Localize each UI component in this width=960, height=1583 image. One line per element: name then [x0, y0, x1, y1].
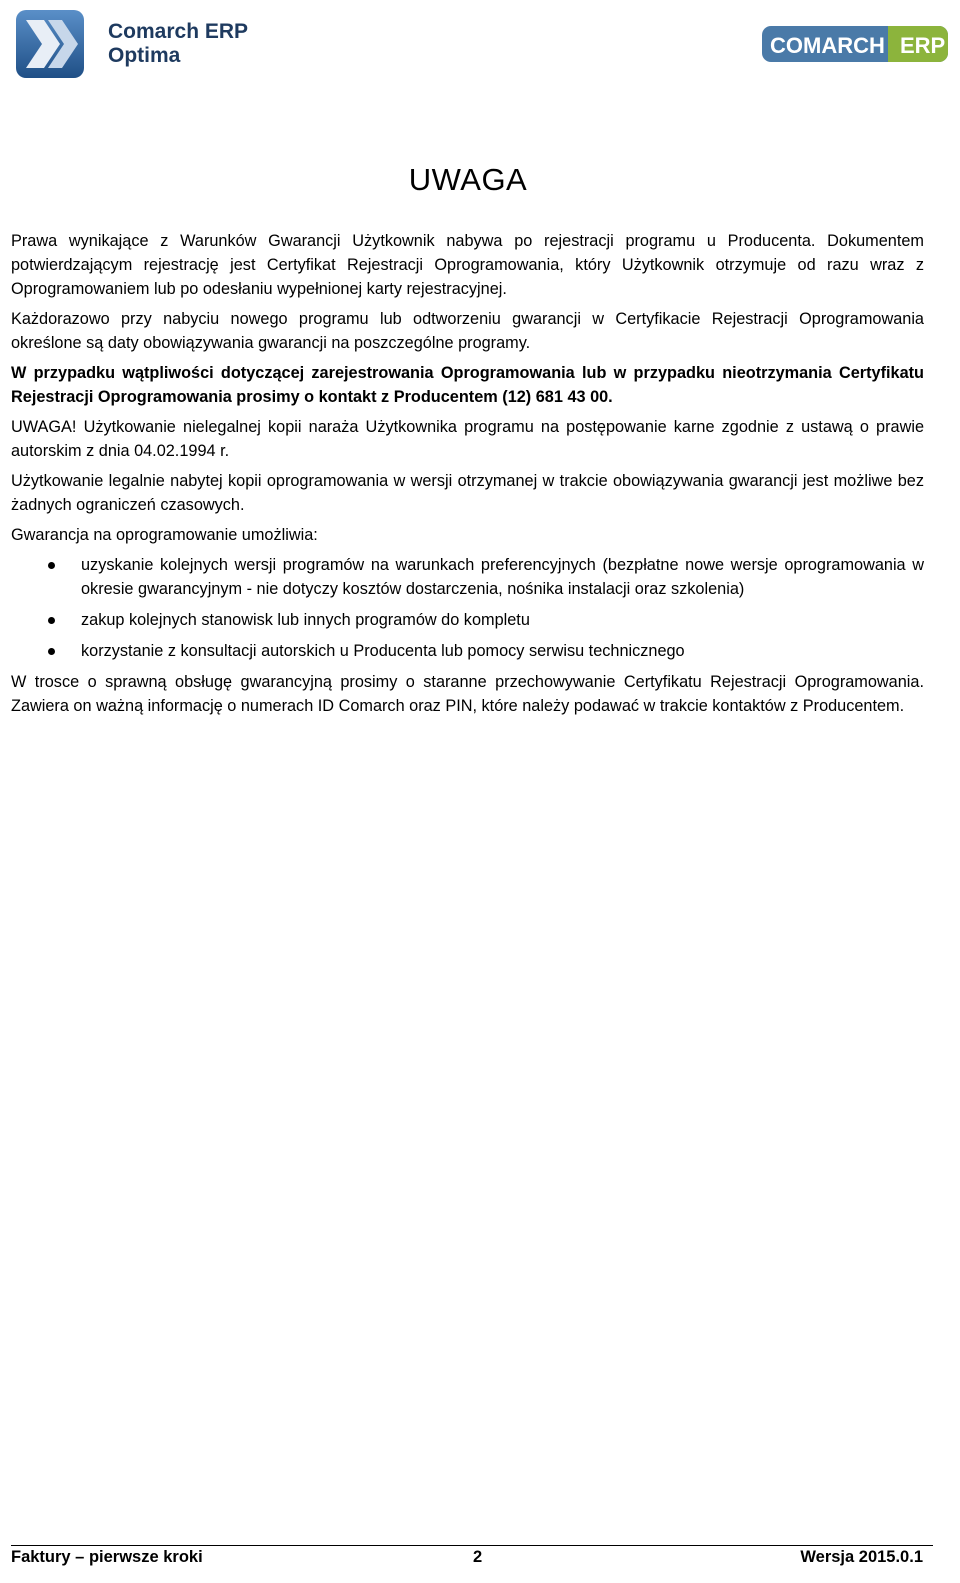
paragraph-registration: Prawa wynikające z Warunków Gwarancji Użytkownik nabywa po rejestracji programu u Producenta. Dokumentem potwierdzającym rejestrację jest Certyfikat Rejestracji Oprogramowania, który Użytkownik otrzymuje od razu wraz z Oprogramowaniem lub po odesłaniu wypełnionej karty rejestracyjnej. — [11, 232, 924, 298]
bullet-icon — [48, 617, 55, 624]
paragraph-closing: W trosce o sprawną obsługę gwarancyjną prosimy o staranne przechowywanie Certyfikatu Rejestracji Oprogramowania. Zawiera on ważną informację o numerach ID Comarch oraz PIN, które należy podawać w trakcie kontaktów z Producentem. — [11, 673, 924, 715]
list-item — [11, 639, 924, 663]
list-item — [11, 608, 924, 632]
page-footer — [11, 1546, 923, 1570]
paragraph-warning: UWAGA! Użytkowanie nielegalnej kopii naraża Użytkownika programu na postępowanie karne zgodnie z ustawą o prawie autorskim z dnia 04.02.1994 r. — [11, 418, 924, 460]
logo-text-line1: Comarch ERP — [108, 20, 249, 43]
paragraph-warranty-intro: Gwarancja na oprogramowanie umożliwia: — [11, 526, 318, 544]
document-body — [11, 229, 924, 724]
paragraph-warranty-dates: Każdorazowo przy nabyciu nowego programu lub odtworzeniu gwarancji w Certyfikacie Rejestracji Oprogramowania określone są daty obowiązywania gwarancji na poszczególne programy. — [11, 310, 924, 352]
page-title: UWAGA — [408, 162, 528, 197]
footer-document-title: Faktury – pierwsze kroki — [11, 1548, 203, 1566]
paragraph-legal-use: Użytkowanie legalnie nabytej kopii oprogramowania w wersji otrzymanej w trakcie obowiązywania gwarancji jest możliwe bez żadnych ograniczeń czasowych. — [11, 472, 924, 514]
list-item-text: uzyskanie kolejnych wersji programów na warunkach preferencyjnych (bezpłatne nowe wersje oprogramowania w okresie gwarancyjnym - nie dotyczy kosztów dostarczenia, nośnika instalacji oraz szkolenia) — [81, 556, 924, 598]
paragraph-contact: W przypadku wątpliwości dotyczącej zarejestrowania Oprogramowania lub w przypadku nieotrzymania Certyfikatu Rejestracji Oprogramowania prosimy o kontakt z Producentem (12) 681 43 00. — [11, 364, 924, 406]
footer-page-number: 2 — [473, 1548, 483, 1566]
comarch-erp-logo — [762, 24, 952, 64]
bullet-icon — [48, 562, 55, 569]
warranty-benefits-list — [11, 553, 924, 663]
comarch-erp-optima-logo — [14, 8, 254, 80]
logo-right-text-erp: ERP — [900, 33, 946, 58]
list-item-text: zakup kolejnych stanowisk lub innych programów do kompletu — [81, 611, 530, 629]
list-item-text: korzystanie z konsultacji autorskich u Producenta lub pomocy serwisu technicznego — [81, 642, 685, 660]
bullet-icon — [48, 648, 55, 655]
list-item — [11, 553, 924, 601]
footer-version: Wersja 2015.0.1 — [800, 1548, 923, 1566]
logo-text-line2: Optima — [108, 44, 181, 67]
page-header — [0, 0, 960, 90]
logo-right-text-comarch: COMARCH — [770, 33, 885, 58]
